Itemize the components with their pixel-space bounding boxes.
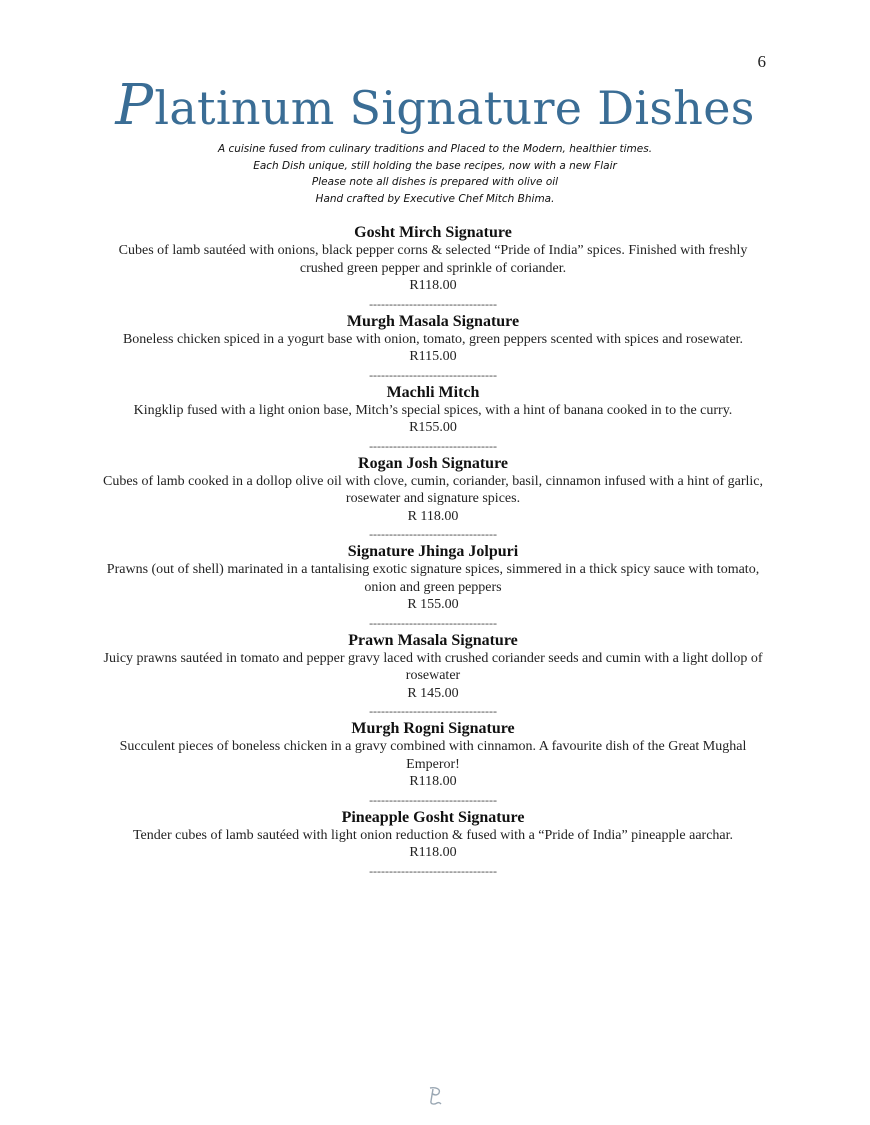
dish-name: Murgh Rogni Signature — [351, 720, 515, 737]
dish-item — [100, 384, 766, 455]
dish-price: R 155.00 — [407, 597, 459, 612]
title-rest: latinum Signature Dishes — [154, 81, 755, 135]
intro-line: Each Dish unique, still holding the base recipes, now with a new Flair — [253, 159, 617, 172]
dish-item — [100, 632, 766, 721]
dish-divider: -------------------------------- — [369, 863, 497, 878]
dish-description: Kingklip fused with a light onion base, Mitch’s special spices, with a hint of banana cooked in to the curry. — [133, 402, 733, 418]
dish-divider: -------------------------------- — [369, 527, 497, 541]
platinum-monogram-icon — [424, 1085, 446, 1107]
dish-price: R118.00 — [409, 774, 457, 789]
menu-intro — [0, 141, 870, 207]
dish-item — [100, 720, 766, 809]
dish-description: Cubes of lamb cooked in a dollop olive oil with clove, cumin, coriander, basil, cinnamon infused with a hint of garlic, rosewater and signature spices. — [102, 473, 763, 506]
dish-item — [100, 543, 766, 632]
dish-price: R155.00 — [409, 420, 457, 435]
dish-divider: -------------------------------- — [369, 367, 497, 382]
dish-name: Pineapple Gosht Signature — [341, 808, 525, 826]
dish-divider: -------------------------------- — [369, 704, 497, 718]
dish-description: Succulent pieces of boneless chicken in a gravy combined with cinnamon. A favourite dish of the Great Mughal Emperor! — [119, 739, 747, 772]
dish-divider: -------------------------------- — [369, 438, 497, 453]
dish-price: R118.00 — [409, 845, 457, 860]
title-initial: P — [115, 73, 154, 138]
dish-price: R 118.00 — [407, 508, 459, 524]
dish-description: Juicy prawns sautéed in tomato and pepper gravy laced with crushed coriander seeds and cumin with a light dollop of rosewater — [103, 650, 763, 683]
dish-item — [100, 809, 766, 880]
dish-description: Tender cubes of lamb sautéed with light onion reduction & fused with a “Pride of India” pineapple aarchar. — [132, 827, 734, 843]
dish-name: Murgh Masala Signature — [346, 312, 520, 330]
dish-item — [100, 224, 766, 313]
dish-divider: -------------------------------- — [369, 792, 497, 807]
dish-price: R115.00 — [409, 349, 457, 364]
page-number: 6 — [757, 52, 766, 71]
intro-line: A cuisine fused from culinary traditions and Placed to the Modern, healthier times. — [217, 143, 653, 155]
dish-description: Cubes of lamb sautéed with onions, black pepper corns & selected “Pride of India” spices. Finished with freshly crushed green pepper and sprinkle of coriander. — [118, 243, 748, 276]
page-title — [0, 73, 870, 138]
dish-name: Signature Jhinga Jolpuri — [347, 543, 519, 560]
intro-line: Hand crafted by Executive Chef Mitch Bhima. — [315, 192, 555, 205]
dish-price: R118.00 — [409, 278, 457, 293]
dish-item — [100, 455, 766, 544]
intro-line: Please note all dishes is prepared with olive oil — [311, 176, 559, 188]
dish-divider: -------------------------------- — [369, 296, 497, 311]
dish-list — [100, 224, 766, 880]
dish-name: Machli Mitch — [386, 383, 480, 401]
dish-name: Prawn Masala Signature — [348, 631, 518, 649]
footer-logo — [0, 1085, 870, 1112]
dish-description: Prawns (out of shell) marinated in a tantalising exotic signature spices, simmered in a thick spicy sauce with tomato, onion and green peppers — [106, 562, 760, 595]
dish-item — [100, 313, 766, 384]
dish-price: R 145.00 — [407, 685, 459, 701]
dish-name: Rogan Josh Signature — [358, 454, 508, 472]
dish-divider: -------------------------------- — [369, 615, 497, 630]
dish-name: Gosht Mirch Signature — [354, 224, 512, 241]
dish-description: Boneless chicken spiced in a yogurt base with onion, tomato, green peppers scented with spices and rosewater. — [122, 331, 744, 347]
